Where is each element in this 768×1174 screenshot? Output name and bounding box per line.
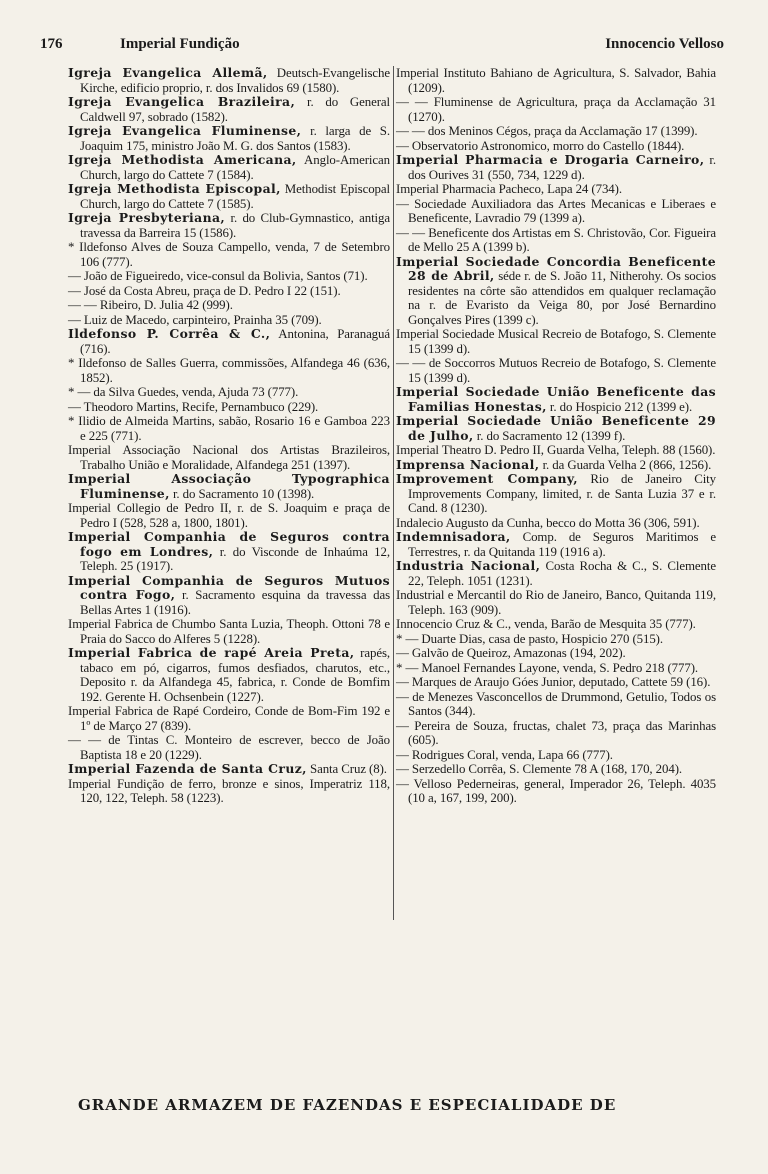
directory-entry (68, 284, 390, 299)
entry-text: Costa Rocha & C., S. Clemente 22, Teleph. 1051 (1231). (408, 559, 716, 588)
directory-entry (396, 255, 716, 328)
running-header (40, 36, 724, 58)
directory-entry (68, 298, 390, 313)
entry-text: Deutsch-Evangelische Kirche, edificio proprio, r. dos Invalidos 69 (1580). (80, 66, 391, 95)
directory-entry (396, 327, 716, 356)
entry-text: Imperial Collegio de Pedro II, r. de S. Joaquim e praça de Pedro I (528, 528 a, 1800, 1801). (68, 501, 390, 530)
entry-text: r. do General Caldwell 97, sobrado (1582). (80, 95, 391, 124)
entry-text: — — Ribeiro, D. Julia 42 (999). (68, 298, 233, 312)
entry-text: séde r. de S. João 11, Nitherohy. Os socios residentes na côrte são attendidos em qualquer reclamação na r. de Evaristo da Veiga 80, por José Bernardino Gonçalves Pires (1399 c). (408, 269, 716, 327)
directory-entry (396, 226, 716, 255)
entry-name: Imperial Sociedade União Beneficente das Familias Honestas, (396, 384, 716, 414)
directory-entry (396, 124, 716, 139)
entry-text: — Manoel Fernandes Layone, venda, S. Pedro 218 (777). (405, 660, 699, 675)
entry-text: — — de Soccorros Mutuos Recreio de Botafogo, S. Clemente 15 (1399 d). (396, 356, 716, 385)
directory-entry (396, 182, 716, 197)
entry-text: Ildefonso de Salles Guerra, commissões, Alfandega 46 (636, 1852). (78, 356, 390, 385)
directory-entry (396, 414, 716, 443)
entry-marker: * (396, 660, 403, 675)
entry-name: Industria Nacional, (396, 558, 541, 573)
entry-text: — Pereira de Souza, fructas, chalet 73, praça das Marinhas (605). (396, 718, 716, 747)
directory-entry (396, 646, 716, 661)
entry-text: — José da Costa Abreu, praça de D. Pedro I 22 (151). (68, 283, 341, 298)
entry-text: Comp. de Seguros Maritimos e Terrestres, r. da Quitanda 119 (1916 a). (408, 530, 717, 559)
entry-text: r. Sacramento esquina da travessa das Bellas Artes 1 (1916). (80, 588, 390, 617)
directory-entry (396, 356, 716, 385)
directory-entry (68, 530, 390, 574)
entry-text: r. do Hospicio 212 (1399 e). (549, 399, 693, 414)
directory-entry (396, 719, 716, 748)
directory-entry (396, 530, 716, 559)
directory-entry (396, 690, 716, 719)
entry-text: Imperial Sociedade Musical Recreio de Botafogo, S. Clemente 15 (1399 d). (396, 327, 716, 356)
entry-text: Santa Cruz (8). (310, 762, 387, 776)
entry-text: — Serzedello Corrêa, S. Clemente 78 A (168, 170, 204). (396, 762, 683, 776)
entry-text: — — dos Meninos Cégos, praça da Acclamação 17 (1399). (396, 124, 698, 138)
directory-entry (396, 777, 716, 806)
entry-text: — — de Tintas C. Monteiro de escrever, becco de João Baptista 18 e 20 (1229). (68, 733, 390, 762)
directory-entry (68, 704, 390, 733)
entry-name: Igreja Evangelica Brazileira, (68, 94, 296, 109)
entry-text: — Galvão de Queiroz, Amazonas (194, 202). (396, 646, 626, 660)
entry-name: Igreja Evangelica Fluminense, (68, 123, 302, 138)
entry-text: Imperial Theatro D. Pedro II, Guarda Velha, Teleph. 88 (1560). (396, 443, 716, 457)
entry-name: Imperial Companhia de Seguros Mutuos contra Fogo, (68, 572, 390, 602)
entry-text: Imperial Instituto Bahiano de Agricultura, S. Salvador, Bahia (1209). (396, 66, 716, 95)
entry-text: — João de Figueiredo, vice-consul da Bolivia, Santos (71). (68, 269, 368, 283)
directory-entry (68, 414, 390, 443)
entry-text: r. larga de S. Joaquim 175, ministro João M. G. dos Santos (1583). (80, 124, 390, 153)
directory-entry (396, 385, 716, 414)
entry-text: — Duarte Dias, casa de pasto, Hospicio 270 (515). (405, 631, 663, 646)
entry-text: Industrial e Mercantil do Rio de Janeiro, Banco, Quitanda 119, Teleph. 163 (909). (396, 588, 716, 617)
entry-text: Imperial Fundição de ferro, bronze e sinos, Imperatriz 118, 120, 122, Teleph. 58 (1223). (68, 776, 390, 805)
entry-name: Imperial Associação Typographica Fluminense, (68, 471, 390, 501)
entry-name: Imperial Fabrica de rapé Areia Preta, (68, 645, 355, 660)
left-running-head: Imperial Fundição (120, 36, 240, 52)
entry-text: Imperial Fabrica de Chumbo Santa Luzia, Theoph. Ottoni 78 e Praia do Sacco do Alferes 5 (1228). (68, 617, 390, 646)
entry-text: Antonina, Paranaguá (716). (80, 327, 390, 356)
entry-text: — Velloso Pederneiras, general, Imperador 26, Teleph. 4035 (10 a, 167, 199, 200). (396, 776, 716, 805)
directory-entry (68, 574, 390, 618)
entry-text: — Observatorio Astronomico, morro do Castello (1844). (396, 138, 685, 153)
entry-name: Igreja Presbyteriana, (68, 210, 226, 225)
directory-entry (68, 400, 390, 415)
entry-text: — Theodoro Martins, Recife, Pernambuco (229). (68, 399, 319, 414)
entry-text: r. do Sacramento 10 (1398). (172, 486, 315, 501)
directory-entry (396, 762, 716, 777)
page-number: 176 (40, 36, 63, 52)
entry-text: Imperial Pharmacia Pacheco, Lapa 24 (734). (396, 182, 622, 196)
directory-entry (396, 675, 716, 690)
entry-marker: * (68, 356, 75, 370)
entry-text: — Luiz de Macedo, carpinteiro, Prainha 35 (709). (68, 312, 322, 327)
entry-text: Imperial Associação Nacional dos Artistas Brazileiros, Trabalho União e Moralidade, Alfandega 251 (1397). (68, 443, 390, 472)
directory-entry (396, 139, 716, 154)
entry-marker: * (68, 414, 75, 428)
entry-name: Igreja Methodista Episcopal, (68, 181, 281, 196)
entry-text: — Marques de Araujo Góes Junior, deputado, Cattete 59 (16). (396, 675, 711, 689)
entry-text: — Sociedade Auxiliadora das Artes Mecanicas e Liberaes e Beneficente, Lavradio 79 (1399 a). (396, 196, 716, 225)
directory-entry (396, 632, 716, 647)
entry-marker: * (68, 385, 75, 399)
entry-text: Ilidio de Almeida Martins, sabão, Rosario 16 e Gamboa 223 e 225 (771). (78, 414, 390, 443)
entry-name: Imperial Fazenda de Santa Cruz, (68, 761, 307, 776)
directory-entry (68, 733, 390, 762)
right-running-head: Innocencio Velloso (605, 36, 724, 52)
entry-text: r. da Guarda Velha 2 (866, 1256). (542, 457, 712, 472)
directory-entry (396, 66, 716, 95)
directory-entry (396, 443, 716, 458)
entry-text: — — Beneficente dos Artistas em S. Christovão, Cor. Figueira de Mello 25 A (1399 b). (396, 225, 716, 254)
directory-entry (68, 182, 390, 211)
directory-entry (68, 762, 390, 777)
entry-text: Indalecio Augusto da Cunha, becco do Motta 36 (306, 591). (396, 515, 700, 530)
footer-advertisement: GRANDE ARMAZEM DE FAZENDAS E ESPECIALIDADE DE (78, 1096, 617, 1114)
directory-entry (68, 211, 390, 240)
directory-entry (396, 559, 716, 588)
entry-text: Methodist Episcopal Church, largo do Cattete 7 (1585). (80, 182, 391, 211)
directory-entry (396, 661, 716, 676)
entry-text: rapés, tabaco em pó, cigarros, fumos desfiados, charutos, etc., Deposito r. da Alfandega 45, fabrica, r. Conde de Bomfim 192. Gerente H. Ochsenbein (1227). (80, 646, 390, 704)
entry-text: Imperial Fabrica de Rapé Cordeiro, Conde de Bom-Fim 192 e 1º de Março 27 (839). (68, 704, 390, 733)
directory-entry (396, 516, 716, 531)
entry-name: Igreja Methodista Americana, (68, 152, 297, 167)
entry-text: r. dos Ourives 31 (550, 734, 1229 d). (408, 153, 716, 182)
entry-name: Indemnisadora, (396, 529, 511, 544)
directory-entry (68, 124, 390, 153)
entry-text: — Rodrigues Coral, venda, Lapa 66 (777). (396, 747, 613, 762)
directory-entry (68, 240, 390, 269)
directory-entry (396, 472, 716, 516)
entry-text: r. do Visconde de Inhaúma 12, Teleph. 25 (1917). (80, 544, 390, 573)
right-column (396, 66, 716, 806)
directory-entry (68, 385, 390, 400)
entry-text: Rio de Janeiro City Improvements Company, limited, r. de Santa Luzia 37 e r. Cand. 8 (1230). (408, 472, 717, 515)
directory-entry (68, 153, 390, 182)
entry-marker: * (396, 631, 403, 646)
entry-text: r. do Club-Gymnastico, antiga travessa da Barreira 15 (1586). (80, 211, 391, 240)
directory-entry (396, 95, 716, 124)
directory-entry (396, 588, 716, 617)
directory-entry (396, 197, 716, 226)
entry-marker: * (68, 240, 75, 254)
left-column (68, 66, 394, 920)
directory-entry (396, 748, 716, 763)
directory-entry (396, 458, 716, 473)
entry-name: Imprensa Nacional, (396, 456, 540, 472)
entry-name: Imperial Sociedade Concordia Beneficente 28 de Abril, (396, 253, 716, 283)
entry-text: Anglo-American Church, largo do Cattete 7 (1584). (80, 153, 390, 182)
entry-text: r. do Sacramento 12 (1399 f). (476, 428, 626, 443)
entry-text: — — Fluminense de Agricultura, praça da Acclamação 31 (1270). (396, 95, 716, 124)
directory-entry (68, 617, 390, 646)
entry-text: Ildefonso Alves de Souza Campello, venda, 7 de Setembro 106 (777). (79, 240, 390, 269)
entry-name: Imperial Companhia de Seguros contra fogo em Londres, (68, 529, 390, 559)
directory-entry (68, 327, 390, 356)
entry-text: Innocencio Cruz & C., venda, Barão de Mesquita 35 (777). (396, 617, 696, 631)
directory-entry (68, 472, 390, 501)
directory-entry (68, 501, 390, 530)
directory-entry (68, 66, 390, 95)
directory-entry (396, 153, 716, 182)
directory-entry (68, 443, 390, 472)
directory-entry (68, 777, 390, 806)
directory-entry (396, 617, 716, 632)
entry-name: Ildefonso P. Corrêa & C., (68, 326, 271, 341)
entry-name: Igreja Evangelica Allemã, (68, 65, 268, 80)
entry-name: Imperial Sociedade União Beneficente 29 de Julho, (396, 413, 716, 443)
directory-entry (68, 356, 390, 385)
directory-entry (68, 646, 390, 704)
entry-text: — de Menezes Vasconcellos de Drummond, Getulio, Todos os Santos (344). (396, 689, 716, 718)
entry-name: Improvement Company, (396, 471, 578, 486)
directory-entry (68, 95, 390, 124)
directory-entry (68, 269, 390, 284)
entry-text: — da Silva Guedes, venda, Ajuda 73 (777). (77, 385, 299, 399)
entry-name: Imperial Pharmacia e Drogaria Carneiro, (396, 152, 705, 167)
directory-entry (68, 313, 390, 328)
